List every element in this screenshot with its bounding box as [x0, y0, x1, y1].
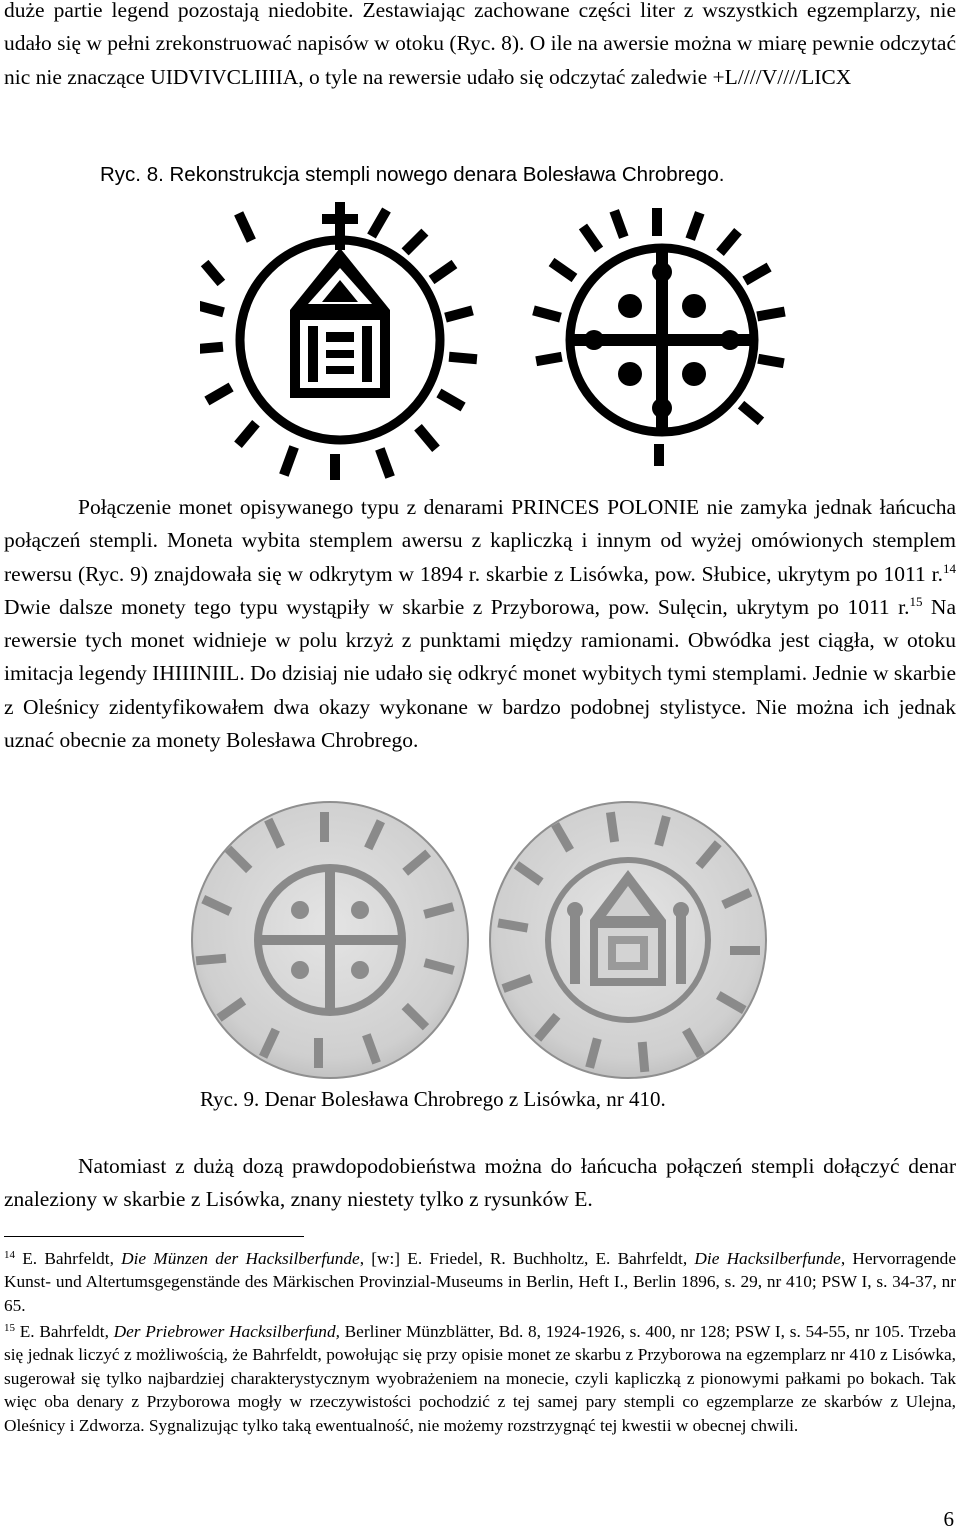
footnote-14-number: 14 — [4, 1249, 15, 1261]
coin-obverse-chapel — [490, 802, 766, 1078]
intro-paragraph: duże partie legend pozostają niedobite. Zestawiając zachowane części liter z wszystkich egzemplarzy, nie udało się w pełni zrekonstruować napisów w otoku (Ryc. 8). O ile na awersie można w miarę pewnie odczytać nic nie znaczące UIDVIVCLIIIIA, o tyle na rewersie udało się odczytać zaledwie +L////V////LICX — [4, 0, 956, 89]
footnote-14-title: Die Münzen der Hacksilberfunde — [121, 1249, 360, 1268]
footnote-15-text-a: E. Bahrfeldt, — [15, 1322, 114, 1341]
reverse-cross-drawing — [532, 208, 785, 466]
footnote-separator — [4, 1236, 304, 1237]
footnote-15-title: Der Priebrower Hacksilberfund, — [113, 1322, 340, 1341]
footnote-ref-14[interactable]: 14 — [943, 560, 956, 576]
footnote-15-number: 15 — [4, 1322, 15, 1334]
paragraph-3 — [4, 1150, 956, 1217]
paragraph-2-text-part2: Dwie dalsze monety tego typu wystąpiły w skarbie z Przyborowa, pow. Sulęcin, ukrytym po 1011 r. — [4, 594, 910, 619]
paragraph-2-text-part3: Na rewersie tych monet widnieje w polu krzyż z punktami między ramionami. Obwódka jest ciągła, w otoku imitacja legendy IHIIINIIL. Do dzisiaj nie udało się odkryć monet wybitych tymi stemplami. Jednie w skarbie z Oleśnicy zidentyfikowałem dwa okazy wykonane w bardzo podobnej stylistyce. Nie można ich jednak uznać obecnie za monety Bolesława Chrobrego. — [4, 594, 956, 753]
footnote-14-text-e: , Hervorragende Kunst- und Altertumsgegenstände des Märkischen Provinzial-Museums in Berlin, Heft I., Berlin 1896, s. 29, nr 410; PSW I, s. 34-37, nr 65. — [4, 1249, 956, 1315]
figure-9-coin-photo — [190, 800, 770, 1080]
footnote-14-text-a: E. Bahrfeldt, — [15, 1249, 122, 1268]
figure-9-caption: Ryc. 9. Denar Bolesława Chrobrego z Lisówka, nr 410. — [200, 1087, 666, 1111]
paragraph-3-text: Natomiast z dużą dozą prawdopodobieństwa można do łańcucha połączeń stempli dołączyć denar znaleziony w skarbie z Lisówka, znany niestety tylko z rysunków E. — [4, 1154, 956, 1212]
footnote-15 — [4, 1320, 956, 1437]
coin-reverse-cross — [192, 802, 468, 1078]
footnote-14-text-c: , [w:] E. Friedel, R. Buchholtz, E. Bahrfeldt, — [359, 1249, 695, 1268]
footnote-14-title-2: Die Hacksilberfunde — [694, 1249, 841, 1268]
footnote-15-text-c: Berliner Münzblätter, Bd. 8, 1924-1926, s. 400, nr 128; PSW I, s. 54-55, nr 105. Trzeba się jednak liczyć z możliwością, że Bahrfeldt, powołując się przy opisie monet ze skarbu z Przyborowa na egzemplarz nr 410 z Lisówka, sugerował się tylko najbardziej charakterystycznym wyobrażeniem na monecie, czyli kapliczką z pionowymi pałkami po bokach. Tak więc oba denary z Przyborowa mogły w rzeczywistości pochodzić z tej samej pary stempli co egzemplarze ze skarbów z Ulejna, Oleśnicy i Zdworza. Sygnalizując tylko taką ewentualność, nie możemy rozstrzygnąć tej kwestii w obecnej chwili. — [4, 1322, 956, 1435]
figure-8-reconstruction — [200, 200, 790, 480]
page-number: 6 — [943, 1507, 954, 1531]
paragraph-2-text-part1: Połączenie monet opisywanego typu z denarami PRINCES POLONIE nie zamyka jednak łańcucha połączeń stempli. Moneta wybita stemplem awersu z kapliczką i innym od wyżej omówionych stemplem rewersu (Ryc. 9) znajdowała się w odkrytym w 1894 r. skarbie z Lisówka, pow. Słubice, ukrytym po 1011 r. — [4, 495, 956, 586]
footnote-14 — [4, 1247, 956, 1317]
obverse-chapel-drawing — [200, 202, 477, 480]
figure-8-caption: Ryc. 8. Rekonstrukcja stempli nowego denara Bolesława Chrobrego. — [100, 163, 725, 186]
footnote-ref-15[interactable]: 15 — [909, 593, 923, 609]
paragraph-2 — [4, 491, 956, 757]
